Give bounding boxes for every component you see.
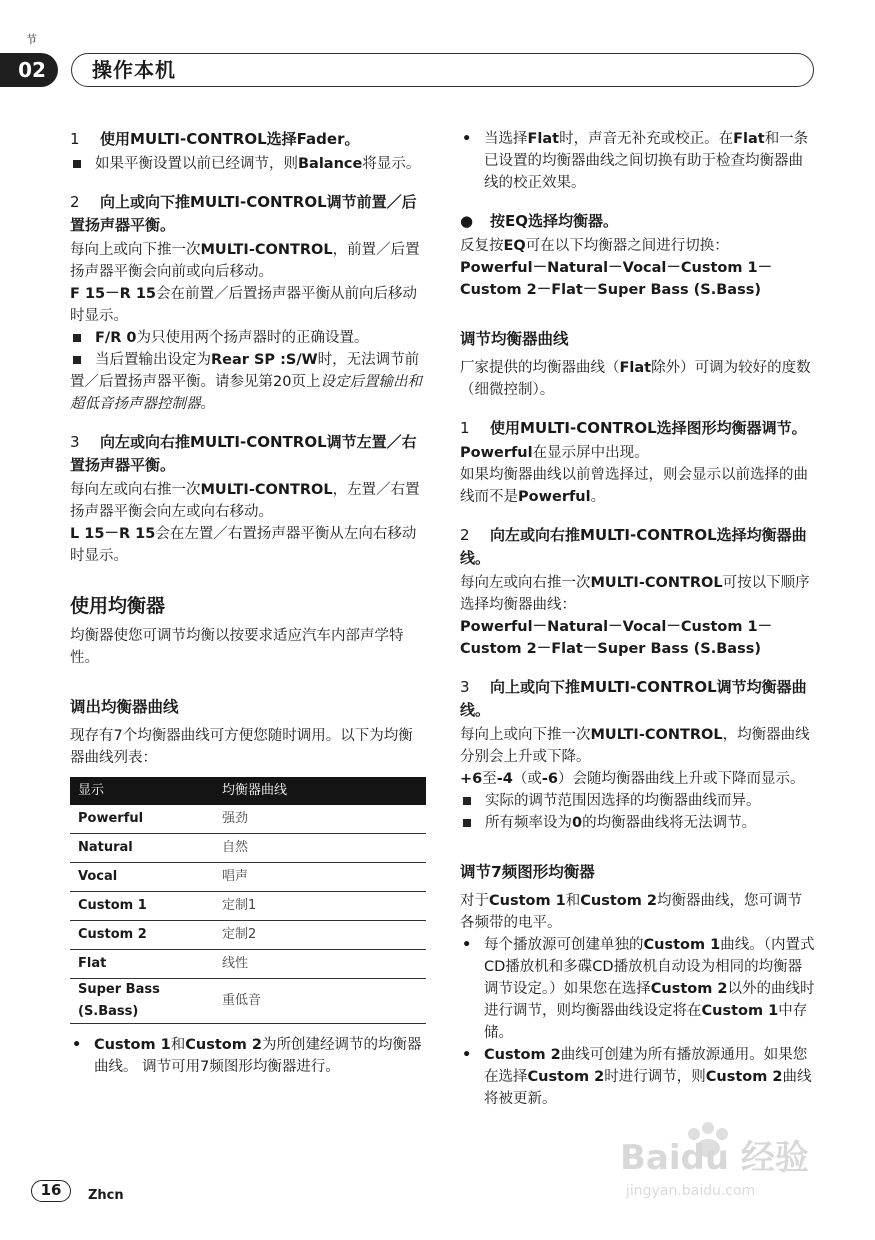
bullet-flat: • 当选择Flat时，声音无补充或校正。在Flat和一条已设置的均衡器曲线之间切换有助于检查均衡器曲线的校正效果。: [462, 131, 809, 191]
paragraph: 每向上或向下推一次MULTI-CONTROL，均衡器曲线分别会上升或下降。: [460, 727, 810, 765]
eq-sequence: Powerful－Natural－Vocal－Custom 1－Custom 2－Flat－Super Bass (S.Bass): [460, 619, 773, 657]
table-header-cell: 均衡器曲线: [214, 777, 426, 805]
note-rear-sp: 当后置输出设定为Rear SP :S/W时，无法调节前置／后置扬声器平衡。请参见第20页上设定后置输出和超低音扬声器控制器。: [70, 352, 422, 412]
language-code: Zhcn: [88, 1188, 124, 1203]
section-label: 节: [26, 33, 37, 46]
paragraph: 每向上或向下推一次MULTI-CONTROL，前置／后置扬声器平衡会向前或向后移动。: [70, 242, 420, 280]
watermark-url: jingyan.baidu.com: [626, 1183, 756, 1199]
step-2-front-rear: 2 向上或向下推MULTI-CONTROL调节前置／后置扬声器平衡。: [70, 193, 417, 234]
paragraph: 反复按EQ可在以下均衡器之间进行切换：: [460, 238, 729, 254]
watermark-brand: Baidu 经验: [620, 1138, 809, 1178]
subsection-title-7band: 调节7频图形均衡器: [460, 863, 595, 881]
paragraph: 现存有7个均衡器曲线可方便您随时调用。以下为均衡器曲线列表：: [70, 728, 413, 766]
bullet-custom-curves: • Custom 1和Custom 2为所创建经调节的均衡器曲线。 调节可用7频图形均衡器进行。: [72, 1037, 422, 1075]
left-column: [70, 128, 426, 1078]
table-row: Flat 线性: [70, 950, 426, 979]
step-r1: 1 使用MULTI-CONTROL选择图形均衡器调节。: [460, 419, 807, 437]
table-row: Custom 1 定制1: [70, 892, 426, 921]
paragraph: 每向左或向右推一次MULTI-CONTROL可按以下顺序选择均衡器曲线：: [460, 575, 810, 613]
note-zero: 所有频率设为0的均衡器曲线将无法调节。: [460, 812, 815, 834]
section-title-equalizer: 使用均衡器: [70, 595, 166, 617]
table-header-cell: 显示: [70, 777, 214, 805]
table-row: Super Bass (S.Bass) 重低音: [70, 979, 426, 1024]
note-balance: 如果平衡设置以前已经调节，则Balance将显示。: [70, 153, 426, 175]
subsection-title-recall: 调出均衡器曲线: [70, 698, 179, 716]
subsection-title-adjust: 调节均衡器曲线: [460, 330, 569, 348]
table-row: Vocal 唱声: [70, 863, 426, 892]
bullet-custom2: • Custom 2曲线可创建为所有播放源通用。如果您在选择Custom 2时进行调节，则Custom 2曲线将被更新。: [462, 1047, 812, 1107]
paragraph: 均衡器使您可调节均衡以按要求适应汽车内部声学特性。: [70, 628, 404, 666]
step-r3: 3 向上或向下推MULTI-CONTROL调节均衡器曲线。: [460, 678, 807, 719]
page-number: 16: [31, 1180, 71, 1202]
paragraph: Powerful在显示屏中出现。: [460, 445, 649, 461]
table-row: Custom 2 定制2: [70, 921, 426, 950]
step-3-left-right: 3 向左或向右推MULTI-CONTROL调节左置／右置扬声器平衡。: [70, 433, 417, 474]
note-fr0: F/R 0为只使用两个扬声器时的正确设置。: [70, 327, 426, 349]
chapter-number-badge: 02: [0, 53, 58, 87]
step-1-fader: 1 使用MULTI-CONTROL选择Fader。: [70, 130, 360, 148]
paragraph: 每向左或向右推一次MULTI-CONTROL，左置／右置扬声器平衡会向左或向右移动。: [70, 482, 420, 520]
paragraph: 如果均衡器曲线以前曾选择过，则会显示以前选择的曲线而不是Powerful。: [460, 467, 808, 505]
step-press-eq: ● 按EQ选择均衡器。: [460, 212, 619, 230]
note-range: 实际的调节范围因选择的均衡器曲线而异。: [460, 790, 815, 812]
paragraph: L 15－R 15会在左置／右置扬声器平衡从左向右移动时显示。: [70, 526, 417, 564]
table-row: Powerful 强劲: [70, 805, 426, 834]
eq-curve-table: [70, 777, 426, 1024]
paragraph: +6至-4（或-6）会随均衡器曲线上升或下降而显示。: [460, 771, 805, 787]
right-column: [460, 128, 815, 1110]
paragraph: 对于Custom 1和Custom 2均衡器曲线，您可调节各频带的电平。: [460, 893, 802, 931]
table-row: Natural 自然: [70, 834, 426, 863]
eq-sequence: Powerful－Natural－Vocal－Custom 1－Custom 2－Flat－Super Bass (S.Bass): [460, 260, 773, 298]
step-r2: 2 向左或向右推MULTI-CONTROL选择均衡器曲线。: [460, 526, 807, 567]
bullet-custom1: • 每个播放源可创建单独的Custom 1曲线。（内置式CD播放机和多碟CD播放机自动设为相同的均衡器调节设定。）如果您在选择Custom 2以外的曲线时进行调节，则均衡器曲线设定将在Custom 1中存储。: [462, 937, 815, 1041]
chapter-title-bar: [71, 53, 814, 87]
paragraph: F 15－R 15会在前置／后置扬声器平衡从前向后移动时显示。: [70, 286, 418, 324]
chapter-title: 操作本机: [92, 58, 176, 82]
watermark: [620, 1120, 820, 1210]
table-header-row: [70, 777, 426, 805]
paragraph: 厂家提供的均衡器曲线（Flat除外）可调为较好的度数（细微控制）。: [460, 360, 811, 398]
